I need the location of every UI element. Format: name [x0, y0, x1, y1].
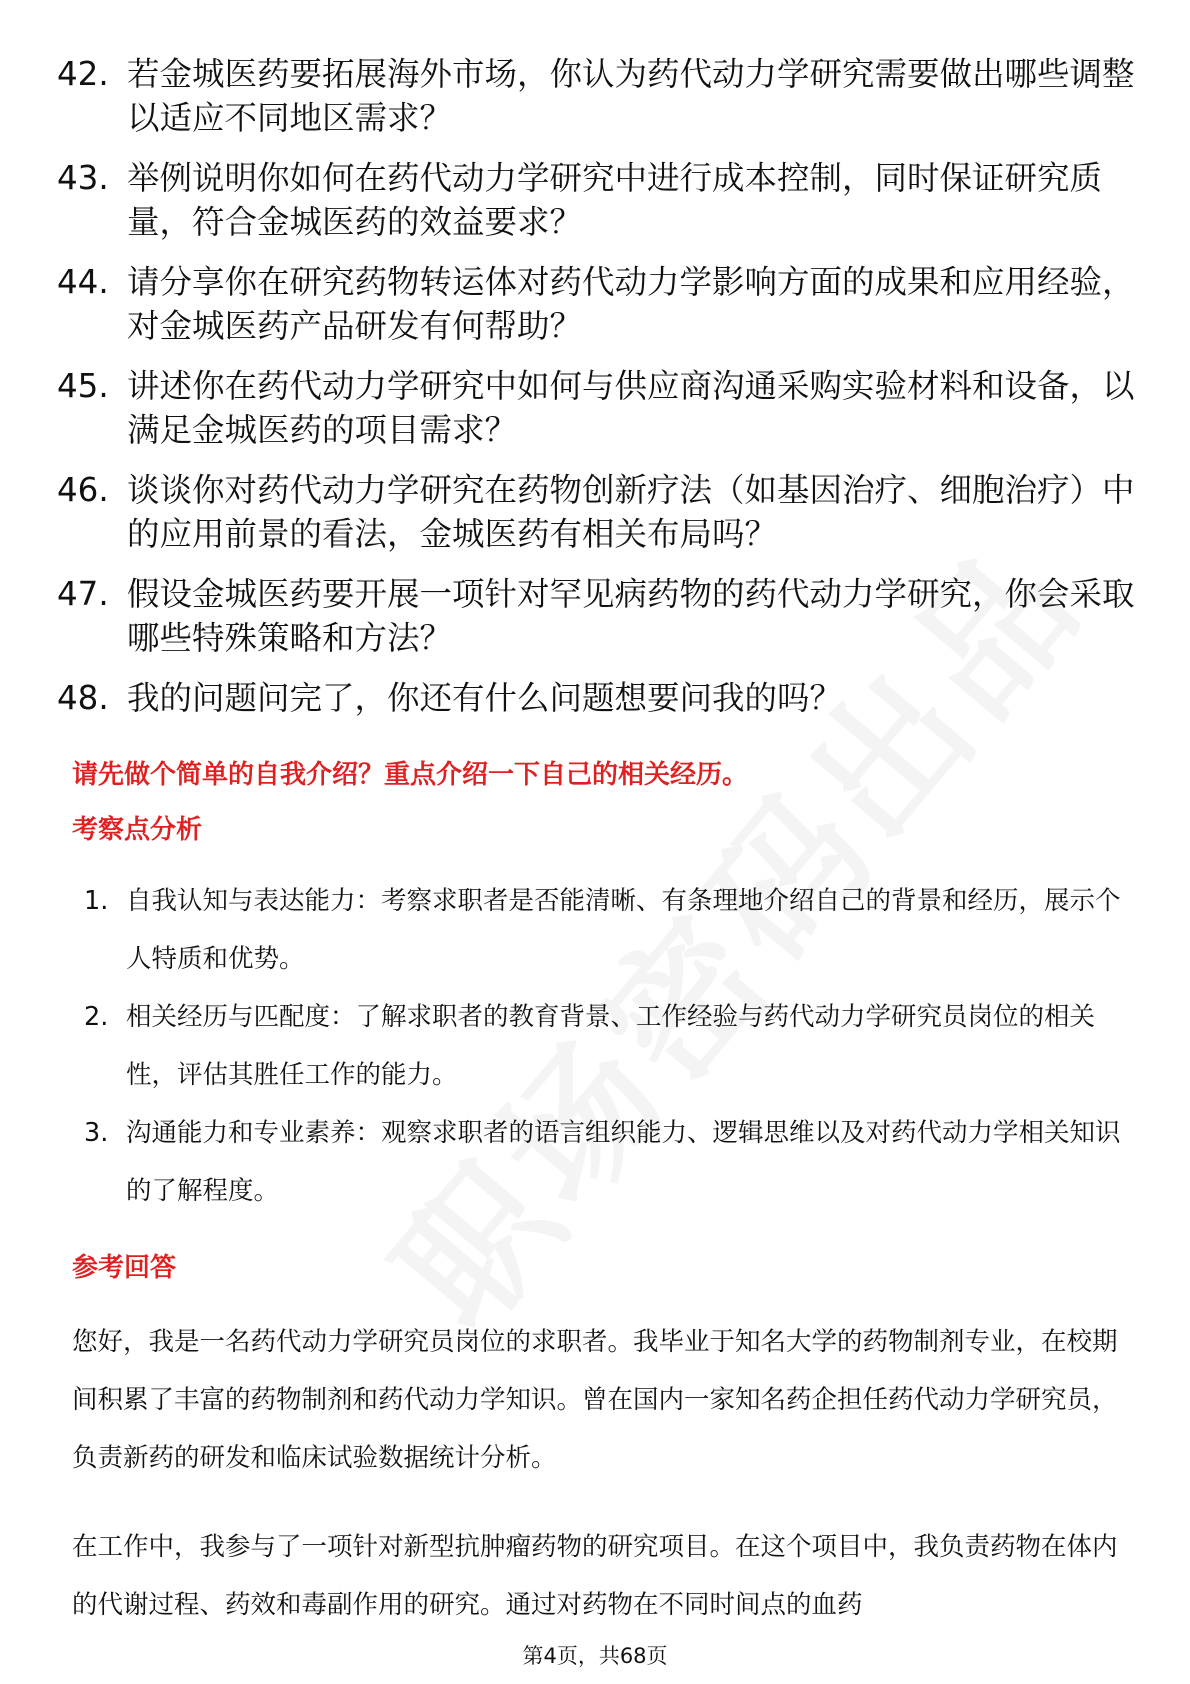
question-text: 我的问题问完了，你还有什么问题想要问我的吗？	[127, 679, 843, 717]
question-number: 46.	[57, 471, 109, 509]
question-number: 45.	[57, 367, 109, 405]
point-text: 自我认知与表达能力：考察求职者是否能清晰、有条理地介绍自己的背景和经历，展示个人特质和优势。	[126, 886, 1121, 974]
question-number: 43.	[57, 159, 109, 197]
analysis-point-list	[84, 872, 1124, 1220]
point-number: 1.	[84, 886, 109, 916]
answer-paragraph: 您好，我是一名药代动力学研究员岗位的求职者。我毕业于知名大学的药物制剂专业，在校期间积累了丰富的药物制剂和药代动力学知识。曾在国内一家知名药企担任药代动力学研究员，负责新药的研发和临床试验数据统计分析。	[72, 1327, 1118, 1473]
point-text: 沟通能力和专业素养：观察求职者的语言组织能力、逻辑思维以及对药代动力学相关知识的了解程度。	[126, 1118, 1121, 1206]
question-list	[57, 52, 1137, 736]
question-item	[57, 52, 1137, 140]
question-item	[57, 468, 1137, 556]
point-number: 2.	[84, 1002, 109, 1032]
question-item	[57, 156, 1137, 244]
analysis-point	[84, 872, 1124, 988]
question-text: 请分享你在研究药物转运体对药代动力学影响方面的成果和应用经验，对金城医药产品研发有何帮助？	[127, 263, 1135, 345]
question-item	[57, 260, 1137, 348]
analysis-point	[84, 988, 1124, 1104]
page-footer: 第4页，共68页	[522, 1644, 668, 1668]
question-number: 44.	[57, 263, 109, 301]
question-item	[57, 676, 1137, 720]
analysis-heading: 考察点分析	[72, 815, 203, 845]
answer-paragraph: 在工作中，我参与了一项针对新型抗肿瘤药物的研究项目。在这个项目中，我负责药物在体内的代谢过程、药效和毒副作用的研究。通过对药物在不同时间点的血药	[72, 1532, 1118, 1620]
section-title: 请先做个简单的自我介绍？重点介绍一下自己的相关经历。	[72, 760, 749, 790]
analysis-point	[84, 1104, 1124, 1220]
reference-heading: 参考回答	[72, 1253, 177, 1283]
question-text: 讲述你在药代动力学研究中如何与供应商沟通采购实验材料和设备，以满足金城医药的项目需求？	[127, 367, 1135, 449]
point-number: 3.	[84, 1118, 109, 1148]
question-item	[57, 364, 1137, 452]
question-text: 谈谈你对药代动力学研究在药物创新疗法（如基因治疗、细胞治疗）中的应用前景的看法，金城医药有相关布局吗？	[127, 471, 1135, 553]
question-item	[57, 572, 1137, 660]
point-text: 相关经历与匹配度：了解求职者的教育背景、工作经验与药代动力学研究员岗位的相关性，评估其胜任工作的能力。	[126, 1002, 1096, 1090]
question-text: 假设金城医药要开展一项针对罕见病药物的药代动力学研究，你会采取哪些特殊策略和方法？	[127, 575, 1135, 657]
question-number: 48.	[57, 679, 109, 717]
question-text: 若金城医药要拓展海外市场，你认为药代动力学研究需要做出哪些调整以适应不同地区需求？	[127, 55, 1135, 137]
question-text: 举例说明你如何在药代动力学研究中进行成本控制，同时保证研究质量，符合金城医药的效益要求？	[127, 159, 1103, 241]
question-number: 42.	[57, 55, 109, 93]
question-number: 47.	[57, 575, 109, 613]
